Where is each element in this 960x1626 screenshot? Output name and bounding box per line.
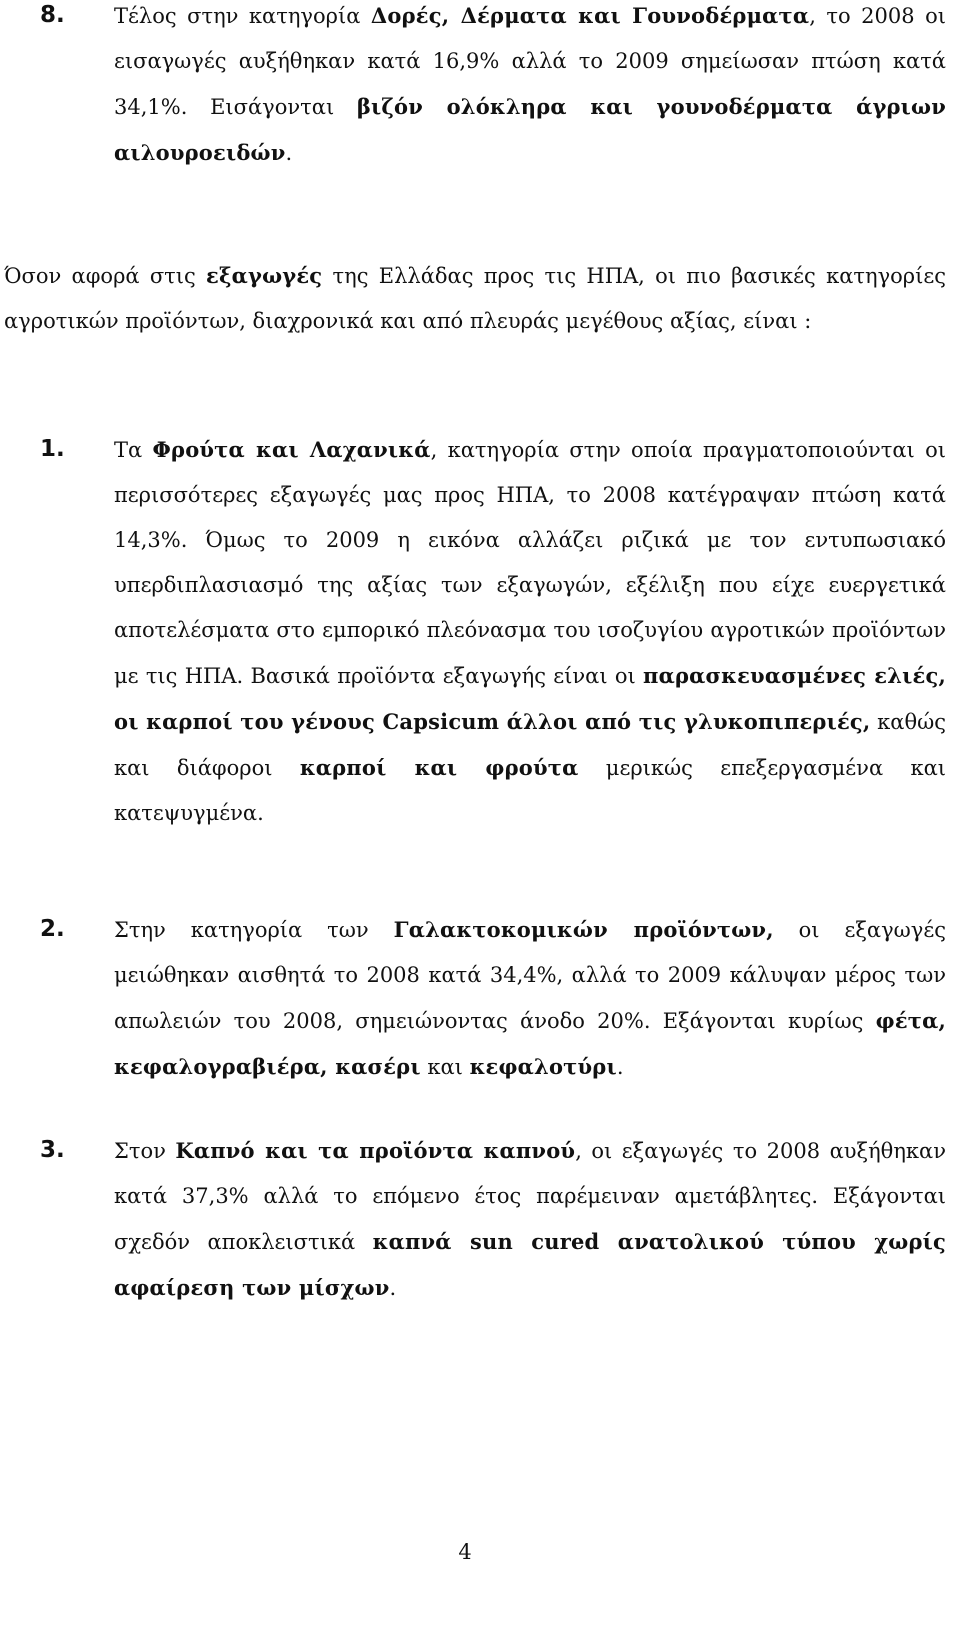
text-run: , το 2008 οι εισαγωγές αυξήθηκαν κατά 16,9% αλλά το 2009 σημείωσαν πτώση κατά 34,1%. Εισάγονται xyxy=(114,4,947,119)
text-run: , οι εξαγωγές το 2008 αυξήθηκαν κατά 37,3% αλλά το επόμενο έτος παρέμειναν αμετάβλητες. Εξάγονται σχεδόν αποκλειστικά xyxy=(114,1139,946,1254)
bold-text: κεφαλοτύρι xyxy=(469,1054,617,1079)
text-run: Στην κατηγορία των xyxy=(114,918,394,942)
bold-text: Δορές, Δέρματα και Γουνοδέρματα xyxy=(370,3,810,28)
bold-text: καρποί και φρούτα xyxy=(299,755,579,780)
list-item-8 xyxy=(4,0,946,176)
bold-text: εξαγωγές xyxy=(206,263,323,288)
intro-paragraph xyxy=(4,253,946,344)
text-run: μερικώς επεξεργασμένα και κατεψυγμένα. xyxy=(114,756,947,825)
text-run: Όσον αφορά στις xyxy=(4,264,207,288)
bold-text: βιζόν ολόκληρα και γουνοδέρματα άγριων αιλουροειδών xyxy=(114,94,947,165)
list-number: 2. xyxy=(40,916,65,942)
bold-text: φέτα, κεφαλογραβιέρα, κασέρι xyxy=(114,1008,946,1079)
list-number: 3. xyxy=(40,1137,65,1163)
text-run: καθώς και διάφοροι xyxy=(114,710,946,780)
text-run: . xyxy=(389,1276,397,1300)
bold-text: Γαλακτοκομικών προϊόντων, xyxy=(393,917,774,942)
text-run: και xyxy=(420,1055,470,1079)
text-run: Στον xyxy=(114,1139,176,1163)
bold-text: Καπνό και τα προϊόντα καπνού xyxy=(175,1138,576,1163)
list-item-3 xyxy=(4,1128,946,1311)
text-run: της Ελλάδας προς τις ΗΠΑ, οι πιο βασικές κατηγορίες αγροτικών προϊόντων, διαχρονικά και από πλευράς μεγέθους αξίας, είναι : xyxy=(4,264,946,333)
bold-text: καπνά sun cured ανατολικού τύπου χωρίς αφαίρεση των μίσχων xyxy=(114,1229,946,1300)
list-number: 8. xyxy=(40,2,65,28)
text-run: . xyxy=(616,1055,624,1079)
text-run: , κατηγορία στην οποία πραγματοποιούνται οι περισσότερες εξαγωγές μας προς ΗΠΑ, το 2008 κατέγραψαν πτώση κατά 14,3%. Όμως το 2009 η εικόνα αλλάζει ριζικά με τον εντυπωσιακό υπερδιπλασιασμό της αξίας των εξαγωγών, εξέλιξη που είχε ευεργετικά αποτελέσματα στο εμπορικό πλεόνασμα του ισοζυγίου αγροτικών προϊόντων με τις ΗΠΑ. Βασικά προϊόντα εξαγωγής είναι οι xyxy=(114,438,946,688)
text-run: οι εξαγωγές μειώθηκαν αισθητά το 2008 κατά 34,4%, αλλά το 2009 κάλυψαν μέρος των απωλειών του 2008, σημειώνοντας άνοδο 20%. Εξάγονται κυρίως xyxy=(114,918,946,1033)
list-number: 1. xyxy=(40,436,65,462)
text-run: . xyxy=(285,141,293,165)
text-run: Τέλος στην κατηγορία xyxy=(114,4,371,28)
list-item-2 xyxy=(4,907,946,1090)
bold-text: παρασκευασμένες ελιές, οι καρποί του γένους Capsicum άλλοι από τις γλυκοπιπεριές, xyxy=(114,663,946,734)
page-number: 4 xyxy=(458,1540,472,1564)
bold-text: Φρούτα και Λαχανικά xyxy=(152,437,431,462)
list-item-1 xyxy=(4,427,946,836)
text-run: Τα xyxy=(114,438,153,462)
